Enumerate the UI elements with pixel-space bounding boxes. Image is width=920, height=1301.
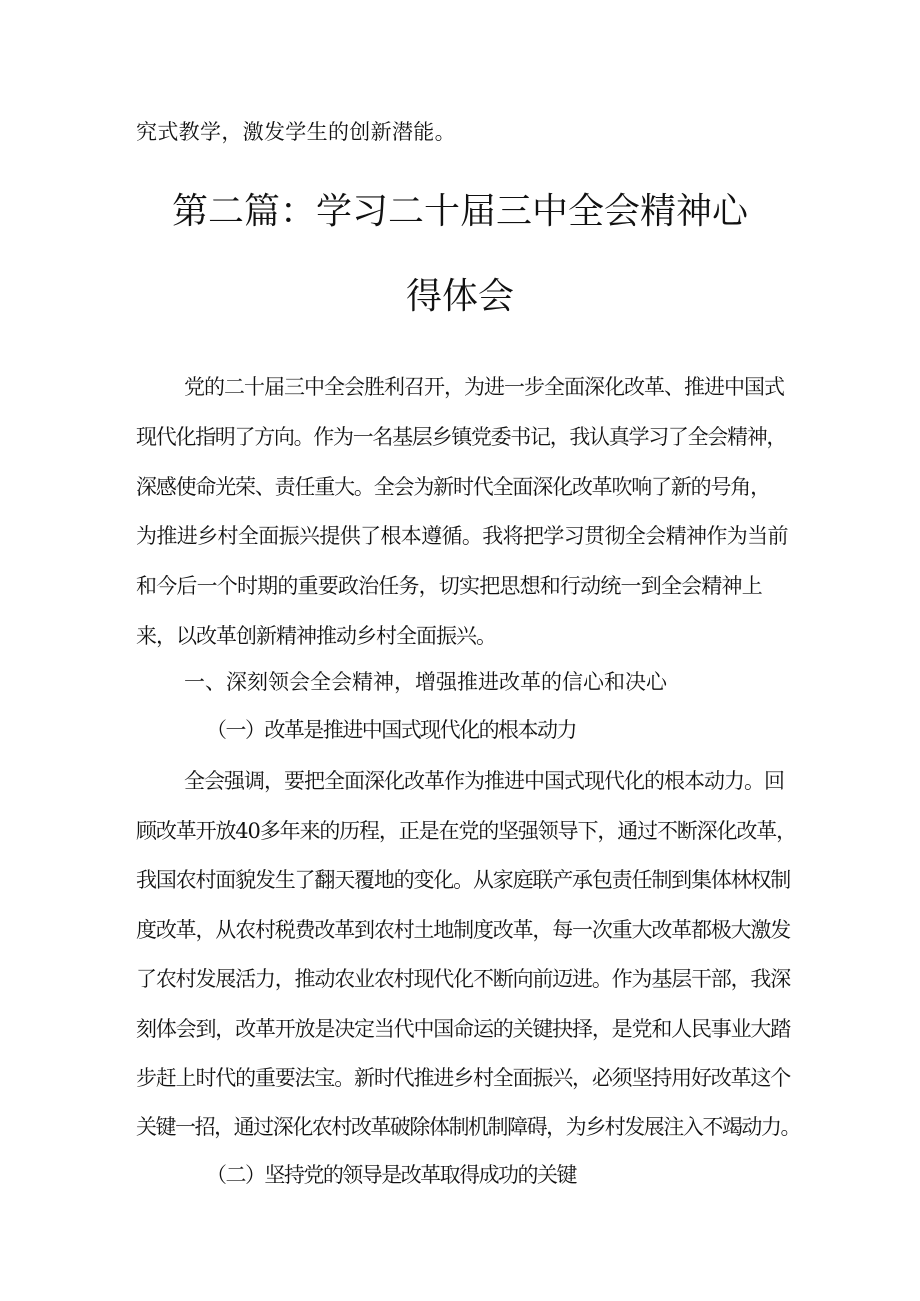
intro-tail-text: 究式教学，激发学生的创新潜能。 [136, 120, 456, 144]
title-line-2: 得体会 [405, 276, 514, 317]
subheading-2: （二）坚持党的领导是改革取得成功的关键 [206, 1163, 576, 1187]
para2-line: 顾改革开放40多年来的历程，正是在党的坚强领导下，通过不断深化改革， [136, 819, 796, 843]
para1-line: 和今后一个时期的重要政治任务，切实把思想和行动统一到全会精神上 [136, 574, 762, 598]
para2-line: 了农村发展活力，推动农业农村现代化不断向前迈进。作为基层干部，我深 [136, 967, 791, 991]
para2-line: 刻体会到，改革开放是决定当代中国命运的关键抉择，是党和人民事业大踏 [136, 1017, 791, 1041]
para2-line: 度改革，从农村税费改革到农村土地制度改革，每一次重大改革都极大激发 [136, 918, 791, 942]
para1-line: 现代化指明了方向。作为一名基层乡镇党委书记，我认真学习了全会精神， [136, 425, 787, 449]
section-heading-1: 一、深刻领会全会精神，增强推进改革的信心和决心 [184, 670, 667, 694]
para1-line: 党的二十届三中全会胜利召开，为进一步全面深化改革、推进中国式 [184, 375, 784, 399]
para2-line: 全会强调，要把全面深化改革作为推进中国式现代化的根本动力。回 [184, 769, 784, 793]
title-line-1: 第二篇：学习二十届三中全会精神心 [171, 191, 748, 232]
para2-line: 步赶上时代的重要法宝。新时代推进乡村全面振兴，必须坚持用好改革这个 [136, 1066, 791, 1090]
para2-line: 我国农村面貌发生了翻天覆地的变化。从家庭联产承包责任制到集体林权制 [136, 868, 791, 892]
para2-line: 关键一招，通过深化农村改革破除体制机制障碍，为乡村发展注入不竭动力。 [136, 1115, 801, 1139]
para1-line: 为推进乡村全面振兴提供了根本遵循。我将把学习贯彻全会精神作为当前 [136, 524, 788, 548]
subheading-1: （一）改革是推进中国式现代化的根本动力 [206, 718, 576, 742]
para1-line: 来，以改革创新精神推动乡村全面振兴。 [136, 624, 496, 648]
para1-line: 深感使命光荣、责任重大。全会为新时代全面深化改革吹响了新的号角， [136, 475, 770, 499]
